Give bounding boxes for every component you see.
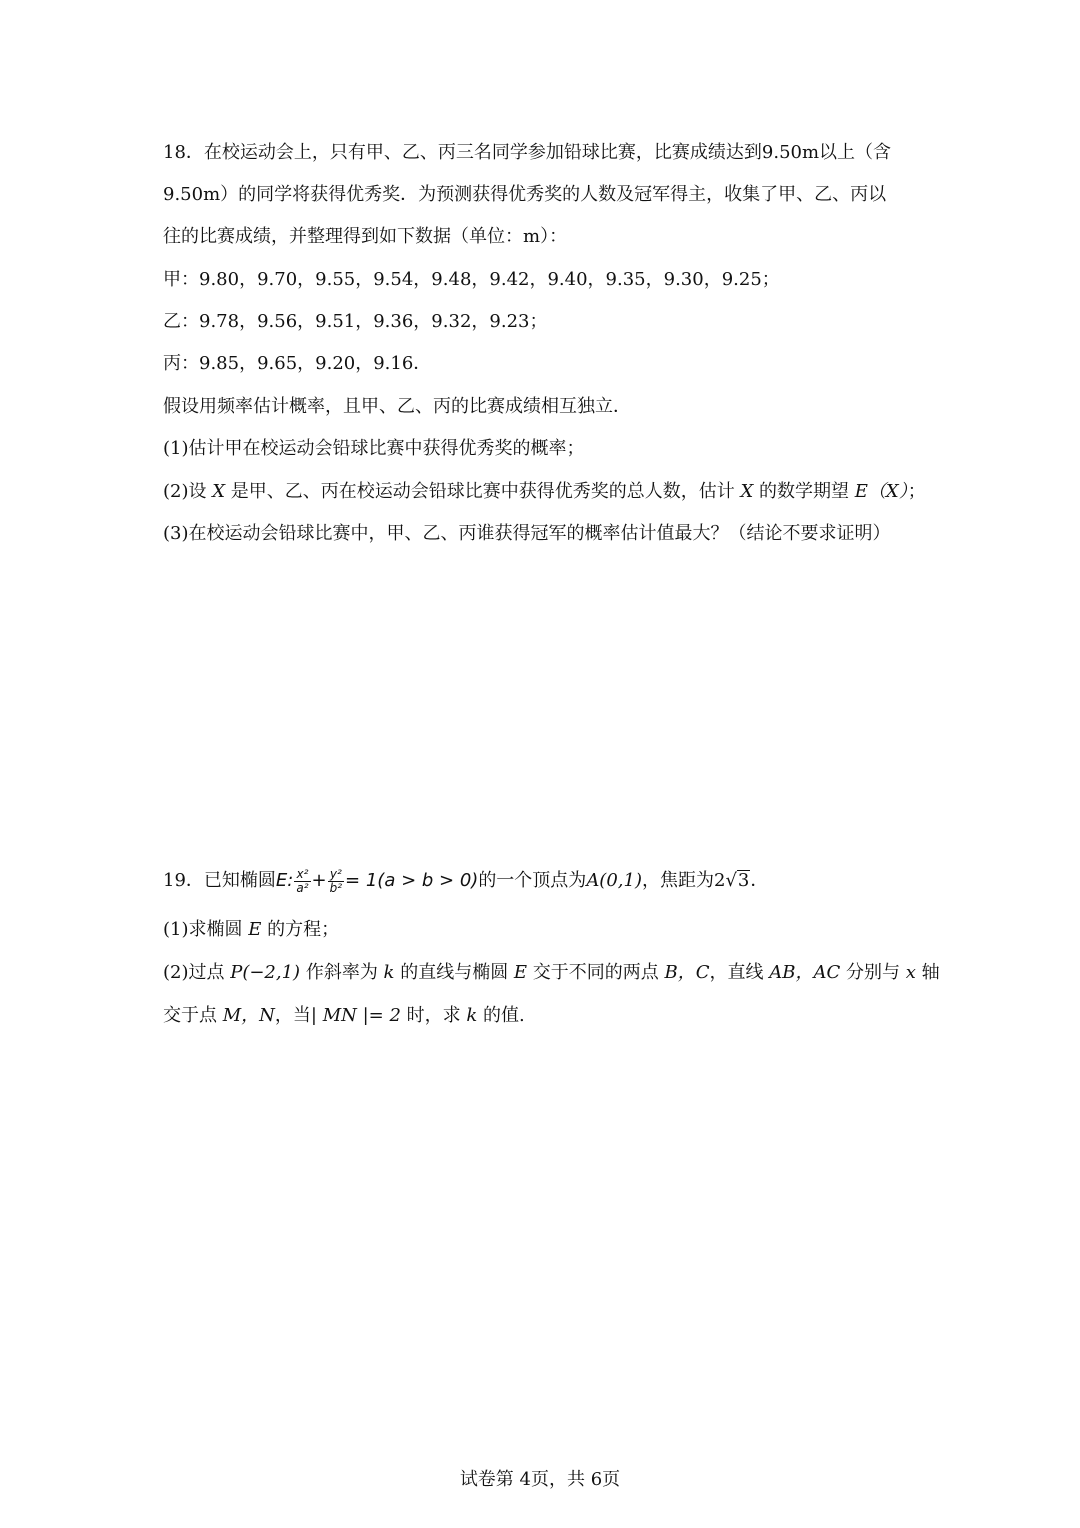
expectation-e-x: E（X） (854, 481, 908, 502)
ellipse-name: E: (275, 870, 294, 891)
q18-part-1: (1)估计甲在校运动会铅球比赛中获得优秀奖的概率； (163, 438, 585, 459)
q19-part-2-text: ，直线 (709, 962, 770, 983)
q19-part-2-text: 时，求 (400, 1005, 467, 1026)
fraction-numerator: y² (328, 868, 344, 882)
q18-part-3: (3)在校运动会铅球比赛中，甲、乙、丙谁获得冠军的概率估计值最大？（结论不要求证明） (163, 523, 891, 544)
q18-part-2-text-c: 的数学期望 (753, 481, 855, 502)
var-e: E (513, 962, 528, 983)
plus-sign: + (311, 870, 327, 891)
q19-mid-text: 的一个顶点为 (478, 870, 587, 891)
focal-coefficient: 2 (713, 870, 726, 891)
fraction-y2-b2 (328, 868, 344, 895)
fraction-x2-a2 (294, 868, 310, 895)
points-b-c: B，C (664, 962, 710, 983)
page-footer: 试卷第 4页，共 6页 (459, 1469, 621, 1490)
fraction-denominator: b² (329, 880, 343, 895)
var-x: X (212, 481, 226, 502)
var-k: k (383, 962, 395, 983)
q18-part-2-text-b: 是甲、乙、丙在校运动会铅球比赛中获得优秀奖的总人数，估计 (225, 481, 741, 502)
q19-part-1-text-b: 的方程； (261, 919, 340, 940)
q19-part-2-text: (2)过点 (163, 962, 231, 983)
q18-line-2: 9.50m）的同学将获得优秀奖．为预测获得优秀奖的人数及冠军得主，收集了甲、乙、丙以 (163, 184, 887, 205)
q18-part-2-text-a: (2)设 (163, 481, 213, 502)
point-p: P(−2,1) (230, 962, 301, 983)
abs-mn-condition: | MN |= 2 (310, 1005, 401, 1026)
q19-focal-text: ，焦距为 (641, 870, 714, 891)
q18-line-1: 18．在校运动会上，只有甲、乙、丙三名同学参加铅球比赛，比赛成绩达到9.50m以上（含 (163, 142, 892, 163)
equation-rhs: = 1(a > b > 0) (345, 870, 479, 891)
q19-part-2-text: 分别与 (840, 962, 906, 983)
q18-data-jia: 甲：9.80，9.70，9.55，9.54，9.48，9.42，9.40，9.35，9.30，9.25； (163, 269, 780, 290)
q19-part-1 (163, 918, 923, 942)
sqrt-radicand: 3 (737, 870, 750, 891)
fraction-numerator: x² (294, 868, 310, 882)
q19-part-2-line-2 (163, 1004, 923, 1028)
q18-data-yi: 乙：9.78，9.56，9.51，9.36，9.32，9.23； (163, 311, 548, 332)
points-m-n: M，N (222, 1005, 275, 1026)
q19-stem (163, 866, 923, 896)
q18-assumption: 假设用频率估计概率，且甲、乙、丙的比赛成绩相互独立． (163, 396, 631, 417)
q18-data-bing: 丙：9.85，9.65，9.20，9.16． (163, 353, 432, 374)
var-e: E (248, 919, 262, 940)
q19-part-2-text: 交于不同的两点 (527, 962, 665, 983)
q19-part-2-text: 轴 (915, 962, 940, 983)
lines-ab-ac: AB，AC (769, 962, 841, 983)
q18-line-3: 往的比赛成绩，并整理得到如下数据（单位：m）： (163, 226, 568, 247)
point-a: A(0,1) (586, 870, 642, 891)
q18-part-2 (163, 480, 926, 504)
q19-part-2-text: ，当 (274, 1005, 311, 1026)
fraction-denominator: a² (296, 880, 309, 895)
q19-prefix: 19．已知椭圆 (163, 870, 276, 891)
q19-part-1-text-a: (1)求椭圆 (163, 919, 249, 940)
var-k: k (466, 1005, 478, 1026)
q19-part-2-text: 交于点 (163, 1005, 223, 1026)
q19-part-2-line-1 (163, 961, 940, 985)
q19-part-2-text: 的值. (477, 1005, 525, 1026)
q18-part-2-text-d: ； (907, 481, 926, 502)
q19-part-2-text: 作斜率为 (300, 962, 384, 983)
var-x: x (905, 962, 916, 983)
var-x: X (740, 481, 754, 502)
sqrt-sign: √ (725, 870, 737, 891)
q19-part-2-text: 的直线与椭圆 (394, 962, 514, 983)
q19-end: ． (750, 870, 769, 891)
